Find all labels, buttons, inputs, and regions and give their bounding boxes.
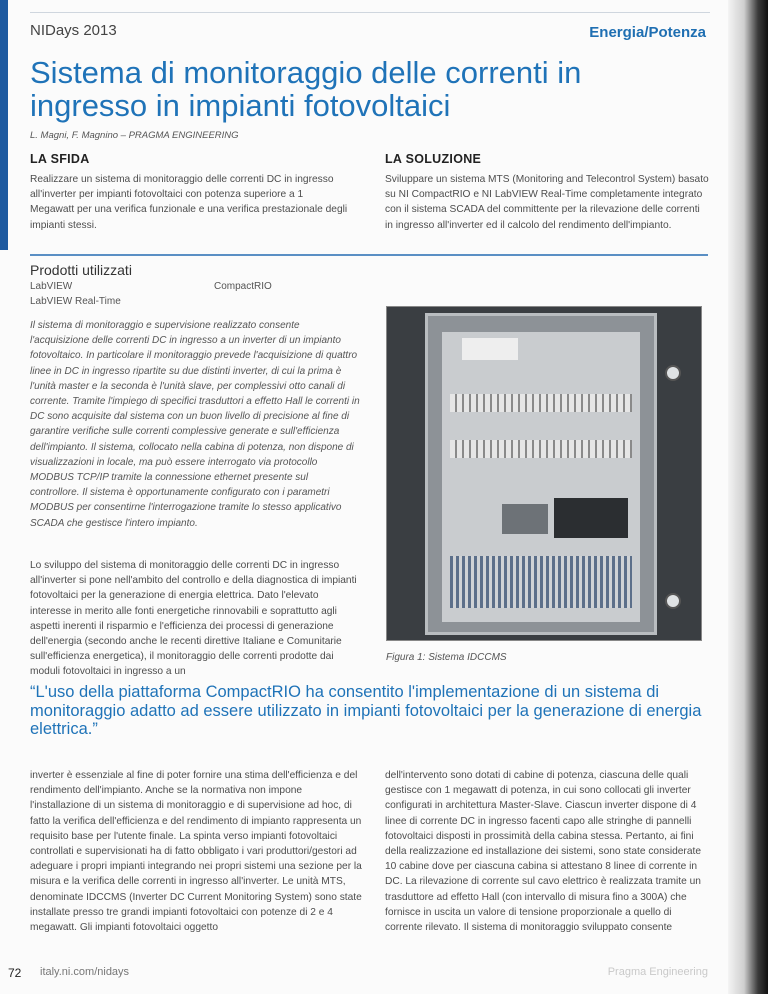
pull-quote: “L'uso della piattaforma CompactRIO ha consentito l'implementazione di un sistema di monitoraggio adatto ad essere utilizzato in impianti fotovoltaici per la generazione di energia elettrica.” [30, 683, 702, 738]
challenge-heading: LA SFIDA [30, 152, 90, 166]
body-text-left-top: Lo sviluppo del sistema di monitoraggio delle correnti DC in ingresso all'inverter si pone nell'ambito del controllo e della diagnostica di impianti fotovoltaici per la generazione di energia elettrica. Dato l'elevato interesse in merito alle fonti energetiche rinnovabili e soprattutto agli aspetti inerenti il risparmio e l'efficienza dei processi di generazione dell'energia (secondo anche le recenti direttive Italiane e Comunitarie sull'efficienza energetica), il monitoraggio delle correnti prodotte dai moduli fotovoltaici in ingresso a un [30, 560, 357, 678]
footer-url[interactable]: italy.ni.com/nidays [40, 966, 130, 978]
din-rail [450, 440, 632, 458]
cabinet-latch [665, 593, 681, 609]
section-divider [30, 254, 708, 256]
left-color-strip [0, 0, 8, 250]
challenge-text: Realizzare un sistema di monitoraggio delle correnti DC in ingresso all'inverter per impianti fotovoltaici con potenza superiore a 1 Megawatt per una verifica funzionale e una verifica prestazionale degli impianti stessi. [30, 174, 348, 231]
header-event: NIDays 2013 [30, 22, 117, 39]
cabinet-latch [665, 365, 681, 381]
label-plate [462, 338, 518, 360]
figure-caption: Figura 1: Sistema IDCCMS [386, 652, 507, 663]
article-title: Sistema di monitoraggio delle correnti in ingresso in impianti fotovoltaici [30, 55, 582, 123]
intro-italic-text: Il sistema di monitoraggio e supervisione realizzato consente l'acquisizione delle correnti DC in ingresso a un inverter di un impianto fotovoltaico. In particolare il monitoraggio prevede l'acquisizione di quattro linee in DC in ingresso ripartite su due distinti inverter, di cui la prima è l'unità master e la seconda è l'unità slave, per complessivi otto canali di corrente. Tramite l'impiego di specifici trasduttori a effetto Hall le correnti in DC sono acquisite dal sistema con un buon livello di precisione al fine di garantire verifiche sulle correnti complessive generate e sull'efficienza dell'impianto. Il sistema, collocato nella cabina di potenza, non dispone di visualizzazioni in locale, ma può essere interrogato via protocollo MODBUS TCP/IP tramite la connessione ethernet presente sul controllore. Il sistema è opportunamente configurato con i parametri MODBUS per consentirne l'interrogazione tramite lo stesso applicativo SCADA che gestisce l'intero impianto. [30, 320, 360, 529]
footer-credit: Pragma Engineering [607, 966, 708, 978]
terminal-blocks [450, 556, 632, 608]
compactrio-controller [554, 498, 628, 538]
product-item: LabVIEW [30, 281, 73, 292]
power-supply [502, 504, 548, 534]
product-item: LabVIEW Real-Time [30, 296, 121, 307]
solution-heading: LA SOLUZIONE [385, 152, 482, 166]
body-text-right-bottom: dell'intervento sono dotati di cabine di potenza, ciascuna delle quali gestisce con 1 megawatt di potenza, in cui sono collocati gli inverter configurati in architettura Master-Slave. Ciascun inverter dispone di 4 linee di corrente DC in ingresso facenti capo alle stringhe di pannelli fotovoltaici disposti in prossimità della cabina stessa. Pertanto, ai fini della realizzazione ed installazione dei sistemi, sono state considerate 10 cabine dove per ciascuna cabina si attestano 8 linee di corrente in DC. La rilevazione di corrente sul cavo elettrico è realizzata tramite un trasduttore ad effetto Hall (con intervallo di misura fino a 300A) che fornisce in uscita un valore di tensione proporzionale a quello di corrente rilevato. Il sistema di monitoraggio sviluppato consente [385, 770, 701, 934]
solution-text: Sviluppare un sistema MTS (Monitoring and Telecontrol System) basato su NI CompactRIO e NI LabVIEW Real-Time completamente integrato con il sistema SCADA del committente per la rilevazione delle correnti in ingresso all'inverter ed il calcolo del rendimento dell'impianto. [385, 174, 709, 231]
figure-photo [386, 306, 702, 641]
article-authors: L. Magni, F. Magnino – PRAGMA ENGINEERING [30, 130, 239, 141]
products-heading: Prodotti utilizzati [30, 262, 132, 278]
electrical-cabinet [425, 313, 657, 635]
product-item: CompactRIO [214, 281, 272, 292]
top-rule [30, 12, 710, 13]
page-number: 72 [8, 966, 22, 980]
din-rail [450, 394, 632, 412]
body-text-left-bottom: inverter è essenziale al fine di poter fornire una stima dell'efficienza e del rendimento dell'impianto. Anche se la normativa non impone l'installazione di un sistema di monitoraggio e di supervisione ad hoc, di fatto la verifica dell'efficienza e del rendimento di impianto rappresenta un requisito base per l'utente finale. La spinta verso impianti fotovoltaici controllati e supervisionati ha di fatto obbligato i vari produttori/gestori ad adeguare i propri impianti integrando nei propri sistemi una sezione per la misura e la verifica delle correnti in ingresso all'inverter. Le unità MTS, denominate IDCCMS (Inverter DC Current Monitoring System) sono state installate presso tre grandi impianti fotovoltaici con potenze di 2 e 4 megawatt. Gli impianti fotovoltaici oggetto [30, 770, 362, 934]
header-category: Energia/Potenza [589, 24, 706, 41]
book-spine-shadow [728, 0, 768, 994]
cabinet-interior [442, 332, 640, 622]
